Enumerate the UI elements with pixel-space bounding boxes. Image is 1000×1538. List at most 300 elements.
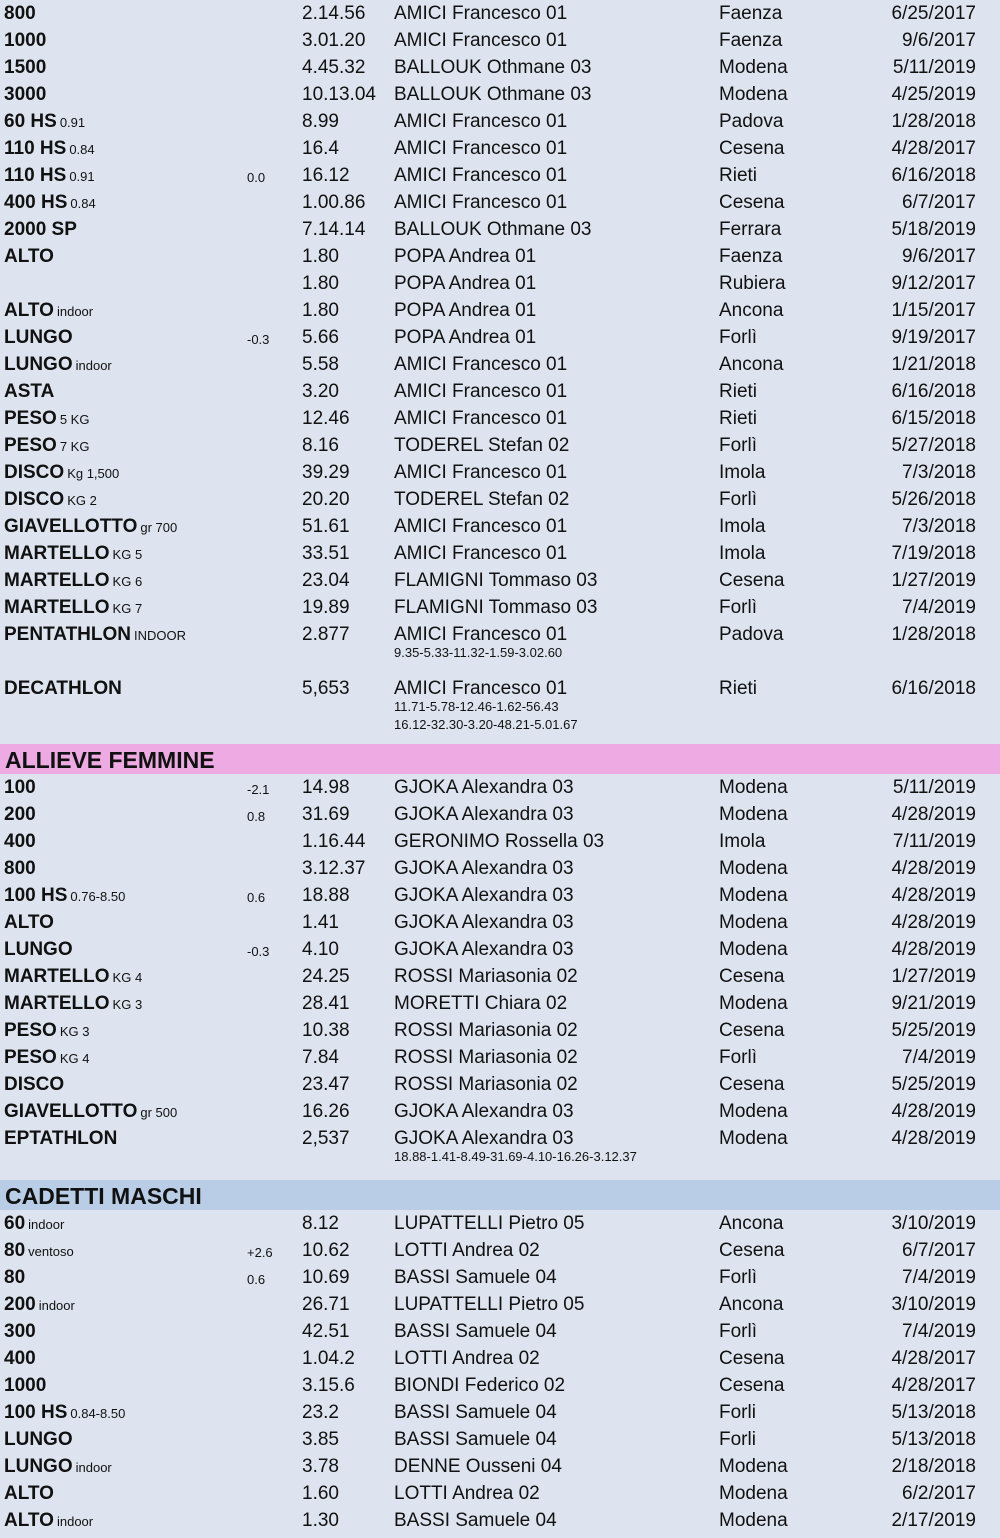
event-cell (4, 216, 77, 243)
event-name: LUNGO (4, 327, 73, 348)
event-name: PESO (4, 1047, 57, 1068)
place-cell: Modena (719, 777, 788, 798)
table-row (0, 27, 1000, 54)
date-cell: 5/18/2019 (891, 219, 976, 240)
table-row (0, 1399, 1000, 1426)
athlete-cell: AMICI Francesco 01 (394, 354, 568, 375)
event-name: LUNGO (4, 354, 73, 375)
place-cell: Rieti (719, 678, 758, 699)
event-spec: indoor (56, 304, 94, 319)
event-cell (4, 351, 112, 379)
date-cell: 7/4/2019 (902, 597, 976, 618)
event-spec: KG 7 (112, 601, 143, 616)
table-row (0, 855, 1000, 882)
result-cell: 33.51 (302, 543, 350, 564)
result-cell: 3.85 (302, 1429, 339, 1450)
athlete-cell: GERONIMO Rossella 03 (394, 831, 605, 852)
event-name: 60 HS (4, 111, 57, 132)
result-cell: 26.71 (302, 1294, 350, 1315)
date-cell: 4/28/2019 (891, 939, 976, 960)
table-row (0, 801, 1000, 828)
date-cell: 9/12/2017 (891, 273, 976, 294)
table-row (0, 774, 1000, 801)
athlete-cell: FLAMIGNI Tommaso 03 (394, 597, 598, 618)
result-cell: 1.80 (302, 300, 339, 321)
event-name: 1000 (4, 1375, 47, 1396)
place-cell: Ferrara (719, 219, 782, 240)
place-cell: Cesena (719, 1375, 785, 1396)
table-row (0, 81, 1000, 108)
athlete-cell: MORETTI Chiara 02 (394, 993, 568, 1014)
athlete-cell: BASSI Samuele 04 (394, 1429, 557, 1450)
result-cell: 3.15.6 (302, 1375, 355, 1396)
table-row (0, 1372, 1000, 1399)
place-cell: Modena (719, 885, 788, 906)
place-cell: Forli (719, 1402, 756, 1423)
wind-cell: -0.3 (247, 332, 270, 347)
wind-cell: +2.6 (247, 1245, 273, 1260)
event-name: LUNGO (4, 939, 73, 960)
event-name: 1500 (4, 57, 47, 78)
place-cell: Padova (719, 624, 784, 645)
event-name: MARTELLO (4, 993, 110, 1014)
event-spec: KG 3 (112, 997, 143, 1012)
event-spec: 0.84 (70, 196, 96, 211)
result-cell: 1.30 (302, 1510, 339, 1531)
date-cell: 5/11/2019 (892, 57, 976, 78)
event-name: ALTO (4, 300, 54, 321)
table-row (0, 243, 1000, 270)
event-cell (4, 1264, 25, 1291)
wind-cell: -0.3 (247, 944, 270, 959)
event-name: EPTATHLON (4, 1128, 118, 1149)
date-cell: 7/4/2019 (902, 1321, 976, 1342)
event-cell (4, 1071, 64, 1098)
event-name: 2000 SP (4, 219, 77, 240)
result-cell: 19.89 (302, 597, 350, 618)
place-cell: Cesena (719, 1240, 785, 1261)
event-spec: Kg 1,500 (67, 466, 120, 481)
place-cell: Rieti (719, 381, 758, 402)
event-spec: KG 4 (59, 1051, 90, 1066)
event-spec: 5 KG (59, 412, 90, 427)
athlete-cell: AMICI Francesco 01 (394, 138, 568, 159)
place-cell: Cesena (719, 1348, 785, 1369)
date-cell: 5/25/2019 (891, 1074, 976, 1095)
table-row (0, 1291, 1000, 1318)
place-cell: Ancona (719, 300, 784, 321)
table-row (0, 594, 1000, 621)
event-cell (4, 1345, 36, 1372)
event-name: 300 (4, 1321, 36, 1342)
wind-cell: 0.6 (247, 890, 266, 905)
athlete-cell: AMICI Francesco 01 (394, 165, 568, 186)
table-row (0, 963, 1000, 990)
event-name: 200 (4, 1294, 36, 1315)
date-cell: 1/27/2019 (891, 966, 976, 987)
event-spec: 7 KG (59, 439, 90, 454)
event-cell (4, 936, 73, 963)
place-cell: Cesena (719, 1020, 785, 1041)
event-name: 80 (4, 1240, 26, 1261)
place-cell: Modena (719, 84, 788, 105)
event-cell (4, 378, 54, 405)
event-spec: 0.91 (59, 115, 86, 130)
table-row (0, 297, 1000, 324)
table-row (0, 1318, 1000, 1345)
table-row (0, 513, 1000, 540)
athlete-cell: AMICI Francesco 01 (394, 192, 568, 213)
athlete-cell: BASSI Samuele 04 (394, 1510, 557, 1531)
date-cell: 6/7/2017 (902, 1240, 976, 1261)
row-spacer (0, 666, 1000, 675)
date-cell: 5/26/2018 (891, 489, 976, 510)
result-cell: 1.80 (302, 273, 339, 294)
event-name: PENTATHLON (4, 624, 132, 645)
event-cell (4, 1291, 75, 1319)
athlete-cell: BASSI Samuele 04 (394, 1267, 557, 1288)
result-cell: 12.46 (302, 408, 350, 429)
table-row (0, 1426, 1000, 1453)
place-cell: Forli (719, 1429, 756, 1450)
detail-scores: 11.71-5.78-12.46-1.62-56.43 (394, 699, 559, 714)
athlete-cell: BALLOUK Othmane 03 (394, 219, 592, 240)
result-cell: 4.45.32 (302, 57, 366, 78)
athlete-cell: FLAMIGNI Tommaso 03 (394, 570, 598, 591)
result-cell: 23.04 (302, 570, 350, 591)
place-cell: Modena (719, 1456, 788, 1477)
place-cell: Ancona (719, 1294, 784, 1315)
event-cell (4, 1017, 89, 1045)
event-cell (4, 27, 46, 54)
event-cell (4, 567, 142, 595)
event-name: 80 (4, 1267, 26, 1288)
event-name: DISCO (4, 489, 65, 510)
event-name: PESO (4, 1020, 57, 1041)
athlete-cell: LUPATTELLI Pietro 05 (394, 1294, 585, 1315)
wind-cell: -2.1 (247, 782, 270, 797)
table-row (0, 1480, 1000, 1507)
event-cell (4, 513, 177, 541)
place-cell: Modena (719, 858, 788, 879)
athlete-cell: GJOKA Alexandra 03 (394, 777, 574, 798)
result-cell: 7.84 (302, 1047, 339, 1068)
event-cell (4, 1453, 112, 1481)
result-cell: 10.62 (302, 1240, 350, 1261)
athlete-cell: POPA Andrea 01 (394, 300, 537, 321)
table-row (0, 405, 1000, 432)
result-cell: 10.38 (302, 1020, 350, 1041)
place-cell: Imola (719, 462, 766, 483)
table-row (0, 0, 1000, 27)
table-row (0, 1098, 1000, 1125)
date-cell: 5/11/2019 (892, 777, 976, 798)
place-cell: Rubiera (719, 273, 786, 294)
result-cell: 1.80 (302, 246, 339, 267)
table-row (0, 1264, 1000, 1291)
result-cell: 5.66 (302, 327, 339, 348)
date-cell: 1/27/2019 (891, 570, 976, 591)
place-cell: Forlì (719, 327, 757, 348)
event-spec: 0.91 (69, 169, 95, 184)
result-cell: 16.4 (302, 138, 339, 159)
event-cell (4, 486, 97, 514)
event-cell (4, 1426, 73, 1453)
place-cell: Imola (719, 516, 766, 537)
athlete-cell: AMICI Francesco 01 (394, 624, 568, 645)
athlete-cell: AMICI Francesco 01 (394, 678, 568, 699)
table-row (0, 459, 1000, 486)
event-spec: INDOOR (134, 628, 187, 643)
wind-cell: 0.6 (247, 1272, 266, 1287)
place-cell: Modena (719, 939, 788, 960)
athlete-cell: POPA Andrea 01 (394, 327, 537, 348)
place-cell: Forlì (719, 1321, 757, 1342)
place-cell: Modena (719, 1510, 788, 1531)
place-cell: Imola (719, 543, 766, 564)
athlete-cell: ROSSI Mariasonia 02 (394, 1047, 578, 1068)
date-cell: 1/15/2017 (891, 300, 976, 321)
table-row (0, 378, 1000, 405)
table-row (0, 1453, 1000, 1480)
athlete-cell: BALLOUK Othmane 03 (394, 57, 592, 78)
event-name: MARTELLO (4, 570, 110, 591)
date-cell: 4/28/2017 (891, 138, 976, 159)
detail-scores: 9.35-5.33-11.32-1.59-3.02.60 (394, 645, 563, 660)
athlete-cell: GJOKA Alexandra 03 (394, 912, 574, 933)
event-spec: 0.76-8.50 (70, 889, 126, 904)
date-cell: 4/28/2019 (891, 912, 976, 933)
event-name: ALTO (4, 912, 54, 933)
date-cell: 4/28/2019 (891, 858, 976, 879)
date-cell: 7/3/2018 (902, 462, 976, 483)
athlete-cell: BASSI Samuele 04 (394, 1321, 557, 1342)
date-cell: 5/13/2018 (891, 1429, 976, 1450)
date-cell: 4/28/2019 (891, 1128, 976, 1149)
result-cell: 51.61 (302, 516, 350, 537)
event-cell (4, 828, 36, 855)
result-cell: 18.88 (302, 885, 350, 906)
event-spec: indoor (56, 1514, 94, 1529)
table-row (0, 54, 1000, 81)
athlete-cell: GJOKA Alexandra 03 (394, 1128, 574, 1149)
detail-row (0, 717, 1000, 738)
result-cell: 1.04.2 (302, 1348, 355, 1369)
event-spec: gr 700 (140, 520, 178, 535)
athlete-cell: ROSSI Mariasonia 02 (394, 1020, 578, 1041)
place-cell: Modena (719, 804, 788, 825)
event-cell (4, 1125, 117, 1152)
event-cell (4, 540, 142, 568)
event-spec: KG 2 (67, 493, 97, 508)
result-cell: 16.12 (302, 165, 350, 186)
result-cell: 5,653 (302, 678, 350, 699)
event-name: 60 (4, 1213, 26, 1234)
place-cell: Faenza (719, 246, 783, 267)
event-cell (4, 909, 54, 936)
table-row (0, 567, 1000, 594)
result-cell: 10.69 (302, 1267, 350, 1288)
event-cell (4, 594, 142, 622)
wind-cell: 0.8 (247, 809, 266, 824)
place-cell: Imola (719, 831, 766, 852)
table-row (0, 1507, 1000, 1534)
event-cell (4, 405, 89, 433)
date-cell: 2/18/2018 (891, 1456, 976, 1477)
result-cell: 1.60 (302, 1483, 339, 1504)
athlete-cell: TODEREL Stefan 02 (394, 489, 570, 510)
table-row (0, 108, 1000, 135)
result-cell: 5.58 (302, 354, 339, 375)
athlete-cell: LOTTI Andrea 02 (394, 1240, 540, 1261)
athlete-cell: AMICI Francesco 01 (394, 543, 568, 564)
event-cell (4, 459, 119, 487)
date-cell: 7/19/2018 (891, 543, 976, 564)
place-cell: Modena (719, 993, 788, 1014)
result-cell: 31.69 (302, 804, 350, 825)
table-row (0, 432, 1000, 459)
result-cell: 10.13.04 (302, 84, 376, 105)
place-cell: Modena (719, 1101, 788, 1122)
athlete-cell: GJOKA Alexandra 03 (394, 1101, 574, 1122)
place-cell: Cesena (719, 966, 785, 987)
athlete-cell: LOTTI Andrea 02 (394, 1483, 540, 1504)
detail-row (0, 645, 1000, 666)
event-cell (4, 1044, 89, 1072)
event-cell (4, 675, 122, 702)
place-cell: Forlì (719, 489, 757, 510)
date-cell: 1/21/2018 (891, 354, 976, 375)
event-name: 800 (4, 3, 36, 24)
place-cell: Rieti (719, 408, 758, 429)
detail-scores: 16.12-32.30-3.20-48.21-5.01.67 (394, 717, 578, 732)
athlete-cell: LUPATTELLI Pietro 05 (394, 1213, 585, 1234)
athlete-cell: AMICI Francesco 01 (394, 408, 568, 429)
result-cell: 2.14.56 (302, 3, 366, 24)
event-cell (4, 1480, 54, 1507)
place-cell: Ancona (719, 354, 784, 375)
athlete-cell: TODEREL Stefan 02 (394, 435, 570, 456)
table-row (0, 324, 1000, 351)
place-cell: Modena (719, 1128, 788, 1149)
result-cell: 20.20 (302, 489, 350, 510)
event-name: 3000 (4, 84, 47, 105)
event-spec: KG 3 (59, 1024, 90, 1039)
athlete-cell: POPA Andrea 01 (394, 246, 537, 267)
result-cell: 39.29 (302, 462, 350, 483)
table-row (0, 1071, 1000, 1098)
athlete-cell: AMICI Francesco 01 (394, 30, 568, 51)
event-name: 800 (4, 858, 36, 879)
event-cell (4, 324, 73, 351)
event-name: DISCO (4, 1074, 65, 1095)
date-cell: 1/28/2018 (891, 624, 976, 645)
date-cell: 4/25/2019 (891, 84, 976, 105)
table-row (0, 936, 1000, 963)
athlete-cell: AMICI Francesco 01 (394, 462, 568, 483)
date-cell: 9/21/2019 (891, 993, 976, 1014)
table-row (0, 1044, 1000, 1071)
event-cell (4, 1372, 46, 1399)
wind-cell: 0.0 (247, 170, 266, 185)
result-cell: 3.01.20 (302, 30, 366, 51)
result-cell: 1.16.44 (302, 831, 366, 852)
event-name: LUNGO (4, 1429, 73, 1450)
date-cell: 5/27/2018 (891, 435, 976, 456)
event-name: 400 (4, 1348, 36, 1369)
event-spec: KG 5 (112, 547, 143, 562)
event-name: 200 (4, 804, 36, 825)
athlete-cell: AMICI Francesco 01 (394, 111, 568, 132)
date-cell: 4/28/2017 (891, 1348, 976, 1369)
table-row (0, 1345, 1000, 1372)
event-cell (4, 108, 85, 136)
table-row (0, 486, 1000, 513)
event-cell (4, 1507, 93, 1535)
event-cell (4, 963, 142, 991)
event-spec: indoor (75, 358, 112, 373)
place-cell: Forlì (719, 597, 757, 618)
event-spec: indoor (28, 1217, 65, 1232)
event-cell (4, 801, 36, 828)
event-name: LUNGO (4, 1456, 73, 1477)
result-cell: 3.78 (302, 1456, 339, 1477)
event-name: 110 HS (4, 138, 67, 159)
event-name: ALTO (4, 246, 54, 267)
athlete-cell: AMICI Francesco 01 (394, 381, 568, 402)
table-row (0, 990, 1000, 1017)
event-name: ASTA (4, 381, 55, 402)
event-name: 100 HS (4, 1402, 68, 1423)
event-name: 400 HS (4, 192, 68, 213)
event-name: ALTO (4, 1510, 54, 1531)
athlete-cell: ROSSI Mariasonia 02 (394, 966, 578, 987)
section-header: ALLIEVE FEMMINE (0, 744, 1000, 774)
date-cell: 6/2/2017 (902, 1483, 976, 1504)
table-row (0, 216, 1000, 243)
result-cell: 24.25 (302, 966, 350, 987)
place-cell: Cesena (719, 138, 785, 159)
table-row (0, 270, 1000, 297)
table-row (0, 162, 1000, 189)
place-cell: Cesena (719, 192, 785, 213)
table-row (0, 1237, 1000, 1264)
detail-row (0, 1149, 1000, 1170)
event-name: ALTO (4, 1483, 54, 1504)
athlete-cell: GJOKA Alexandra 03 (394, 885, 574, 906)
event-spec: indoor (38, 1298, 75, 1313)
result-cell: 23.47 (302, 1074, 350, 1095)
place-cell: Ancona (719, 1213, 784, 1234)
event-spec: ventoso (28, 1244, 74, 1259)
athlete-cell: POPA Andrea 01 (394, 273, 537, 294)
event-cell (4, 1237, 74, 1265)
athlete-cell: BASSI Samuele 04 (394, 1402, 557, 1423)
date-cell: 6/16/2018 (891, 381, 976, 402)
event-name: PESO (4, 435, 57, 456)
place-cell: Forlì (719, 1047, 757, 1068)
date-cell: 5/25/2019 (891, 1020, 976, 1041)
event-cell (4, 81, 46, 108)
event-cell (4, 54, 46, 81)
event-cell (4, 1210, 64, 1238)
date-cell: 9/19/2017 (891, 327, 976, 348)
event-name: MARTELLO (4, 966, 110, 987)
event-name: 100 HS (4, 885, 68, 906)
date-cell: 4/28/2019 (891, 804, 976, 825)
event-name: DECATHLON (4, 678, 122, 699)
date-cell: 9/6/2017 (902, 30, 976, 51)
